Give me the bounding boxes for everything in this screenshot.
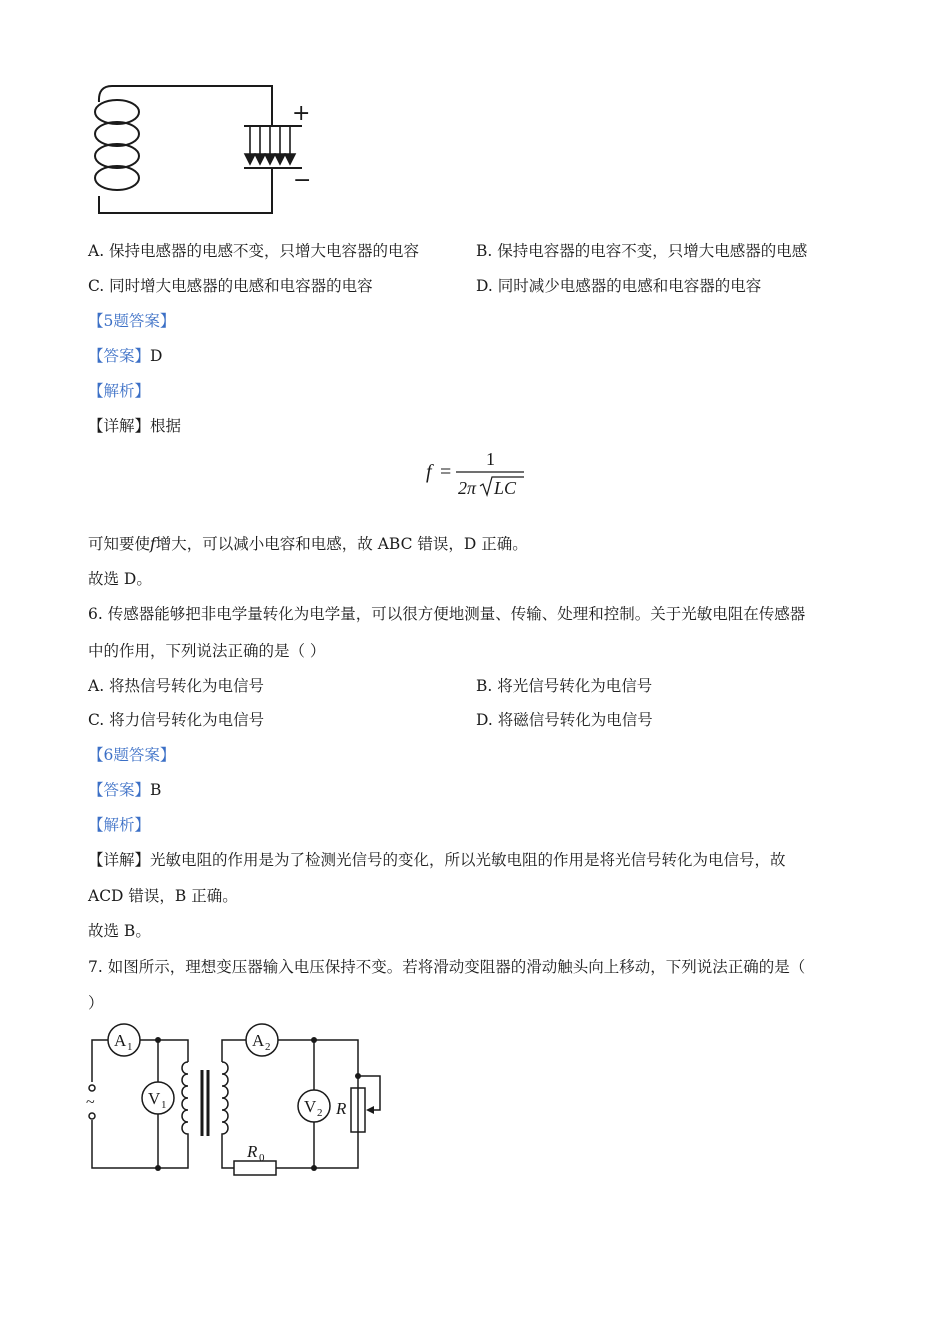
q5-option-a[interactable]: A. 保持电感器的电感不变，只增大电容器的电容 bbox=[88, 242, 420, 260]
voltmeter-v2-sub: 2 bbox=[317, 1107, 323, 1119]
q5-answer bbox=[88, 346, 162, 366]
q6-answer-heading: 【6题答案】 bbox=[88, 746, 176, 764]
plus-sign: + bbox=[292, 101, 311, 126]
conclusion-post: 增大，可以减小电容和电感，故 ABC 错误，D 正确。 bbox=[155, 535, 528, 553]
formula-lhs: f bbox=[426, 461, 432, 483]
q6-option-b[interactable]: B. 将光信号转化为电信号 bbox=[476, 677, 653, 695]
resistor-r0-label: R bbox=[247, 1142, 258, 1161]
q6-analysis-heading: 【解析】 bbox=[88, 816, 151, 834]
q7-stem-line2: ） bbox=[88, 994, 104, 1012]
q5-option-d[interactable]: D. 同时减少电感器的电感和电容器的电容 bbox=[476, 277, 762, 295]
detail-text: 光敏电阻的作用是为了检测光信号的变化，所以光敏电阻的作用是将光信号转化为电信号，故 bbox=[150, 851, 786, 869]
ac-source-symbol: ~ bbox=[86, 1094, 95, 1111]
q5-option-c[interactable]: C. 同时增大电感器的电感和电容器的电容 bbox=[88, 277, 373, 295]
q5-analysis-heading: 【解析】 bbox=[88, 382, 151, 400]
q6-option-a[interactable]: A. 将热信号转化为电信号 bbox=[88, 677, 265, 695]
transformer-circuit-figure bbox=[84, 1020, 384, 1184]
detail-label: 【详解】 bbox=[88, 417, 151, 435]
q6-detail-line2: ACD 错误，B 正确。 bbox=[88, 887, 238, 905]
q6-answer bbox=[88, 780, 161, 800]
voltmeter-v2-label: V bbox=[304, 1097, 317, 1116]
q7-stem-line1: 7. 如图所示，理想变压器输入电压保持不变。若将滑动变阻器的滑动触头向上移动，下列说法正确的是（ bbox=[88, 958, 806, 976]
conclusion-var: f bbox=[150, 535, 156, 553]
q6-option-d[interactable]: D. 将磁信号转化为电信号 bbox=[476, 711, 653, 729]
detail-text: 根据 bbox=[150, 417, 182, 435]
q5-detail bbox=[88, 416, 181, 436]
ammeter-a2-label: A bbox=[252, 1031, 265, 1050]
answer-label: 【答案】 bbox=[88, 781, 151, 799]
formula-radicand: LC bbox=[494, 478, 517, 498]
ammeter-a1-sub: 1 bbox=[127, 1041, 133, 1053]
minus-sign: − bbox=[293, 168, 312, 193]
detail-label: 【详解】 bbox=[88, 851, 151, 869]
q6-option-c[interactable]: C. 将力信号转化为电信号 bbox=[88, 711, 265, 729]
q5-answer-heading: 【5题答案】 bbox=[88, 312, 176, 330]
q6-detail-line1 bbox=[88, 850, 786, 870]
formula-eq: = bbox=[440, 461, 452, 483]
formula-denominator-coef: 2π bbox=[458, 478, 477, 498]
q5-final: 故选 D。 bbox=[88, 570, 152, 588]
voltmeter-v1-sub: 1 bbox=[161, 1099, 167, 1111]
formula-numerator: 1 bbox=[486, 449, 495, 469]
answer-label: 【答案】 bbox=[88, 347, 151, 365]
q6-stem-line1: 6. 传感器能够把非电学量转化为电学量，可以很方便地测量、传输、处理和控制。关于光敏电阻在传感器 bbox=[88, 605, 806, 623]
q6-final: 故选 B。 bbox=[88, 922, 151, 940]
frequency-formula bbox=[424, 448, 534, 504]
voltmeter-v1-label: V bbox=[148, 1089, 161, 1108]
ammeter-a1-label: A bbox=[114, 1031, 127, 1050]
q6-stem-line2: 中的作用，下列说法正确的是（ ） bbox=[88, 642, 326, 660]
q5-option-b[interactable]: B. 保持电容器的电容不变，只增大电感器的电感 bbox=[476, 242, 808, 260]
q5-conclusion bbox=[88, 534, 528, 554]
rheostat-label: R bbox=[336, 1099, 347, 1118]
answer-value: D bbox=[150, 347, 163, 365]
resistor-r0-sub: 0 bbox=[259, 1152, 265, 1164]
ammeter-a2-sub: 2 bbox=[265, 1041, 271, 1053]
lc-circuit-figure bbox=[92, 78, 322, 220]
conclusion-pre: 可知要使 bbox=[88, 535, 151, 553]
answer-value: B bbox=[150, 781, 162, 799]
